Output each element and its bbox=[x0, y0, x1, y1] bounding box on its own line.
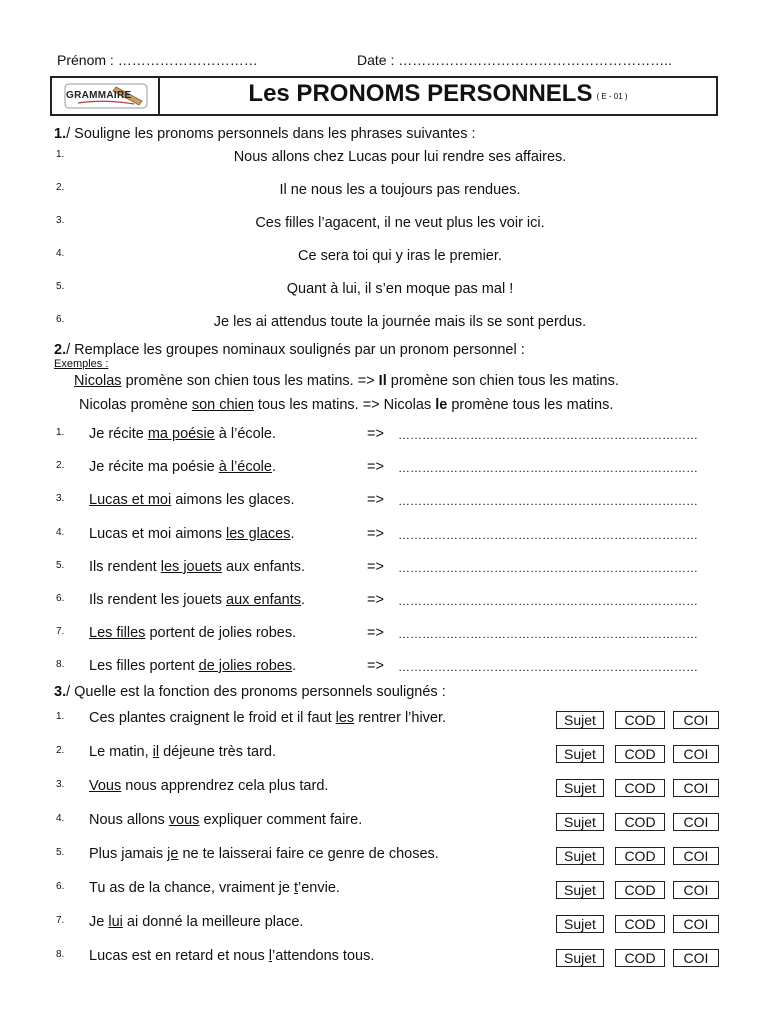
coi-option[interactable]: COI bbox=[673, 949, 719, 967]
item-number: 8. bbox=[56, 949, 65, 960]
item-number: 5. bbox=[56, 281, 65, 292]
sentence-post: déjeune très tard. bbox=[159, 744, 277, 760]
sujet-option[interactable]: Sujet bbox=[556, 881, 604, 899]
sentence-post: . bbox=[292, 658, 297, 674]
item-number: 4. bbox=[56, 813, 65, 824]
example-1-end: promène son chien tous les matins. bbox=[386, 373, 619, 389]
sentence bbox=[89, 846, 439, 862]
item-number: 6. bbox=[56, 314, 65, 325]
item-number: 2. bbox=[56, 460, 65, 471]
sentence-post: expliquer comment faire. bbox=[199, 812, 363, 828]
sentence bbox=[89, 559, 305, 575]
section1-text: / Souligne les pronoms personnels dans les phrases suivantes : bbox=[66, 126, 476, 142]
arrow: => bbox=[367, 459, 384, 475]
logo-text: GRAMMAIRE bbox=[66, 90, 132, 101]
sentence: Ces filles l’agacent, il ne veut plus les voir ici. bbox=[255, 215, 545, 231]
sentence-pre: Ces plantes craignent le froid et il faut bbox=[89, 710, 336, 726]
cod-option[interactable]: COD bbox=[615, 745, 665, 763]
cod-option[interactable]: COD bbox=[615, 915, 665, 933]
sentence: Quant à lui, il s’en moque pas mal ! bbox=[286, 281, 514, 297]
answer-field[interactable]: ………………………………………………………………… bbox=[398, 494, 698, 508]
logo-cell bbox=[52, 78, 160, 114]
sentence bbox=[89, 492, 295, 508]
arrow: => bbox=[367, 526, 384, 542]
sentence bbox=[89, 710, 446, 726]
example-2-pre: Nicolas promène bbox=[79, 397, 192, 413]
underlined-group: les jouets bbox=[160, 559, 223, 575]
sentence: Il ne nous les a toujours pas rendues. bbox=[279, 182, 521, 198]
sentence bbox=[89, 948, 374, 964]
sentence: Je les ai attendus toute la journée mais ils se sont perdus. bbox=[213, 314, 587, 330]
coi-option[interactable]: COI bbox=[673, 745, 719, 763]
underlined-pronoun: les bbox=[335, 710, 355, 726]
underlined-group: ma poésie bbox=[147, 426, 215, 442]
item-number: 1. bbox=[56, 427, 65, 438]
sujet-option[interactable]: Sujet bbox=[556, 915, 604, 933]
sujet-option[interactable]: Sujet bbox=[556, 711, 604, 729]
sentence bbox=[89, 778, 328, 794]
coi-option[interactable]: COI bbox=[673, 813, 719, 831]
sentence-pre: Lucas est en retard et nous bbox=[89, 948, 269, 964]
cod-option[interactable]: COD bbox=[615, 847, 665, 865]
date-field[interactable]: Date : ………………………………………………….. bbox=[357, 52, 673, 68]
sentence-pre: Ils rendent les jouets bbox=[89, 592, 227, 608]
answer-field[interactable]: ………………………………………………………………… bbox=[398, 627, 698, 641]
item-number: 6. bbox=[56, 593, 65, 604]
sentence: Ce sera toi qui y iras le premier. bbox=[298, 248, 502, 264]
cod-option[interactable]: COD bbox=[615, 779, 665, 797]
sentence bbox=[89, 459, 276, 475]
coi-option[interactable]: COI bbox=[673, 847, 719, 865]
cod-option[interactable]: COD bbox=[615, 813, 665, 831]
example-1 bbox=[74, 373, 619, 389]
underlined-pronoun: vous bbox=[168, 812, 200, 828]
item-number: 5. bbox=[56, 847, 65, 858]
underlined-pronoun: il bbox=[152, 744, 160, 760]
item-number: 4. bbox=[56, 527, 65, 538]
sentence-pre: Je bbox=[89, 914, 109, 930]
title-code: ( E - 01 ) bbox=[596, 92, 628, 101]
sentence-post: aimons les glaces. bbox=[171, 492, 295, 508]
sentence-pre: Les filles portent bbox=[89, 658, 199, 674]
sentence bbox=[89, 914, 303, 930]
sentence-post: . bbox=[301, 592, 306, 608]
answer-field[interactable]: ………………………………………………………………… bbox=[398, 561, 698, 575]
arrow: => bbox=[367, 625, 384, 641]
section3-text: / Quelle est la fonction des pronoms personnels soulignés : bbox=[66, 684, 446, 700]
underlined-pronoun: lui bbox=[108, 914, 123, 930]
underlined-pronoun: l bbox=[268, 948, 272, 964]
sentence bbox=[89, 592, 305, 608]
sentence-pre: Nous allons bbox=[89, 812, 169, 828]
answer-field[interactable]: ………………………………………………………………… bbox=[398, 528, 698, 542]
example-2-pronoun: le bbox=[435, 397, 448, 413]
sentence bbox=[89, 426, 276, 442]
example-1-pronoun: Il bbox=[378, 373, 387, 389]
item-number: 7. bbox=[56, 626, 65, 637]
sujet-option[interactable]: Sujet bbox=[556, 847, 604, 865]
item-number: 7. bbox=[56, 915, 65, 926]
arrow: => bbox=[367, 559, 384, 575]
answer-field[interactable]: ………………………………………………………………… bbox=[398, 594, 698, 608]
item-number: 3. bbox=[56, 779, 65, 790]
title-box bbox=[50, 76, 718, 116]
underlined-pronoun: t bbox=[293, 880, 299, 896]
arrow: => bbox=[367, 592, 384, 608]
section2-instruction bbox=[54, 342, 525, 358]
coi-option[interactable]: COI bbox=[673, 711, 719, 729]
sentence-post: . bbox=[271, 459, 276, 475]
sentence-post: ’attendons tous. bbox=[271, 948, 375, 964]
arrow: => bbox=[367, 658, 384, 674]
sentence-pre: Tu as de la chance, vraiment je bbox=[89, 880, 294, 896]
sentence-pre: Lucas et moi aimons bbox=[89, 526, 227, 542]
underlined-group: Lucas et moi bbox=[89, 492, 172, 508]
sentence bbox=[89, 880, 340, 896]
cod-option[interactable]: COD bbox=[615, 711, 665, 729]
underlined-group: Les filles bbox=[89, 625, 146, 641]
underlined-group: les glaces bbox=[226, 526, 291, 542]
underlined-pronoun: Vous bbox=[89, 778, 122, 794]
answer-field[interactable]: ………………………………………………………………… bbox=[398, 428, 698, 442]
cod-option[interactable]: COD bbox=[615, 949, 665, 967]
sentence bbox=[89, 744, 276, 760]
sentence-pre: Je récite ma poésie bbox=[89, 459, 219, 475]
example-2-underlined: son chien bbox=[191, 397, 254, 413]
example-1-text: promène son chien tous les matins. => bbox=[121, 373, 379, 389]
item-number: 2. bbox=[56, 745, 65, 756]
answer-field[interactable]: ………………………………………………………………… bbox=[398, 660, 698, 674]
sentence-pre: Ils rendent bbox=[89, 559, 161, 575]
page-title bbox=[160, 80, 716, 108]
underlined-group: de jolies robes bbox=[198, 658, 293, 674]
sentence bbox=[89, 658, 296, 674]
examples-label: Exemples : bbox=[54, 358, 109, 370]
cod-option[interactable]: COD bbox=[615, 881, 665, 899]
example-2-end: promène tous les matins. bbox=[447, 397, 614, 413]
sujet-option[interactable]: Sujet bbox=[556, 949, 604, 967]
sentence-post: . bbox=[290, 526, 295, 542]
sujet-option[interactable]: Sujet bbox=[556, 745, 604, 763]
item-number: 6. bbox=[56, 881, 65, 892]
coi-option[interactable]: COI bbox=[673, 915, 719, 933]
section1-instruction bbox=[54, 126, 476, 142]
sujet-option[interactable]: Sujet bbox=[556, 779, 604, 797]
coi-option[interactable]: COI bbox=[673, 881, 719, 899]
example-2 bbox=[79, 397, 613, 413]
coi-option[interactable]: COI bbox=[673, 779, 719, 797]
prenom-field[interactable]: Prénom : ………………………… bbox=[57, 52, 258, 68]
arrow: => bbox=[367, 492, 384, 508]
sentence-post: aux enfants. bbox=[222, 559, 306, 575]
title-main: Les PRONOMS PERSONNELS bbox=[248, 80, 593, 107]
grammaire-logo bbox=[64, 83, 148, 109]
sentence: Nous allons chez Lucas pour lui rendre ses affaires. bbox=[233, 149, 567, 165]
sentence-post: ne te laisserai faire ce genre de choses. bbox=[178, 846, 439, 862]
sentence bbox=[89, 526, 295, 542]
sentence-pre: Plus jamais bbox=[89, 846, 168, 862]
section2-text: / Remplace les groupes nominaux soulignés par un pronom personnel : bbox=[66, 342, 525, 358]
sentence-post: ’envie. bbox=[298, 880, 340, 896]
section1-number: 1. bbox=[54, 126, 67, 142]
sentence-pre: Le matin, bbox=[89, 744, 153, 760]
sentence-post: rentrer l’hiver. bbox=[354, 710, 447, 726]
sujet-option[interactable]: Sujet bbox=[556, 813, 604, 831]
item-number: 8. bbox=[56, 659, 65, 670]
arrow: => bbox=[367, 426, 384, 442]
section2-number: 2. bbox=[54, 342, 67, 358]
sentence bbox=[89, 812, 362, 828]
item-number: 5. bbox=[56, 560, 65, 571]
example-1-underlined: Nicolas bbox=[74, 373, 122, 389]
sentence-pre: Je récite bbox=[89, 426, 148, 442]
answer-field[interactable]: ………………………………………………………………… bbox=[398, 461, 698, 475]
underlined-pronoun: je bbox=[167, 846, 179, 862]
underlined-group: à l’école bbox=[218, 459, 272, 475]
sentence-post: nous apprendrez cela plus tard. bbox=[121, 778, 329, 794]
sentence bbox=[89, 625, 296, 641]
item-number: 3. bbox=[56, 215, 65, 226]
sentence-post: à l’école. bbox=[214, 426, 277, 442]
item-number: 2. bbox=[56, 182, 65, 193]
underlined-group: aux enfants bbox=[226, 592, 302, 608]
item-number: 3. bbox=[56, 493, 65, 504]
section3-instruction bbox=[54, 684, 446, 700]
item-number: 1. bbox=[56, 711, 65, 722]
sentence-post: portent de jolies robes. bbox=[145, 625, 297, 641]
example-2-text: tous les matins. => Nicolas bbox=[253, 397, 436, 413]
item-number: 4. bbox=[56, 248, 65, 259]
sentence-post: ai donné la meilleure place. bbox=[122, 914, 304, 930]
item-number: 1. bbox=[56, 149, 65, 160]
section3-number: 3. bbox=[54, 684, 67, 700]
